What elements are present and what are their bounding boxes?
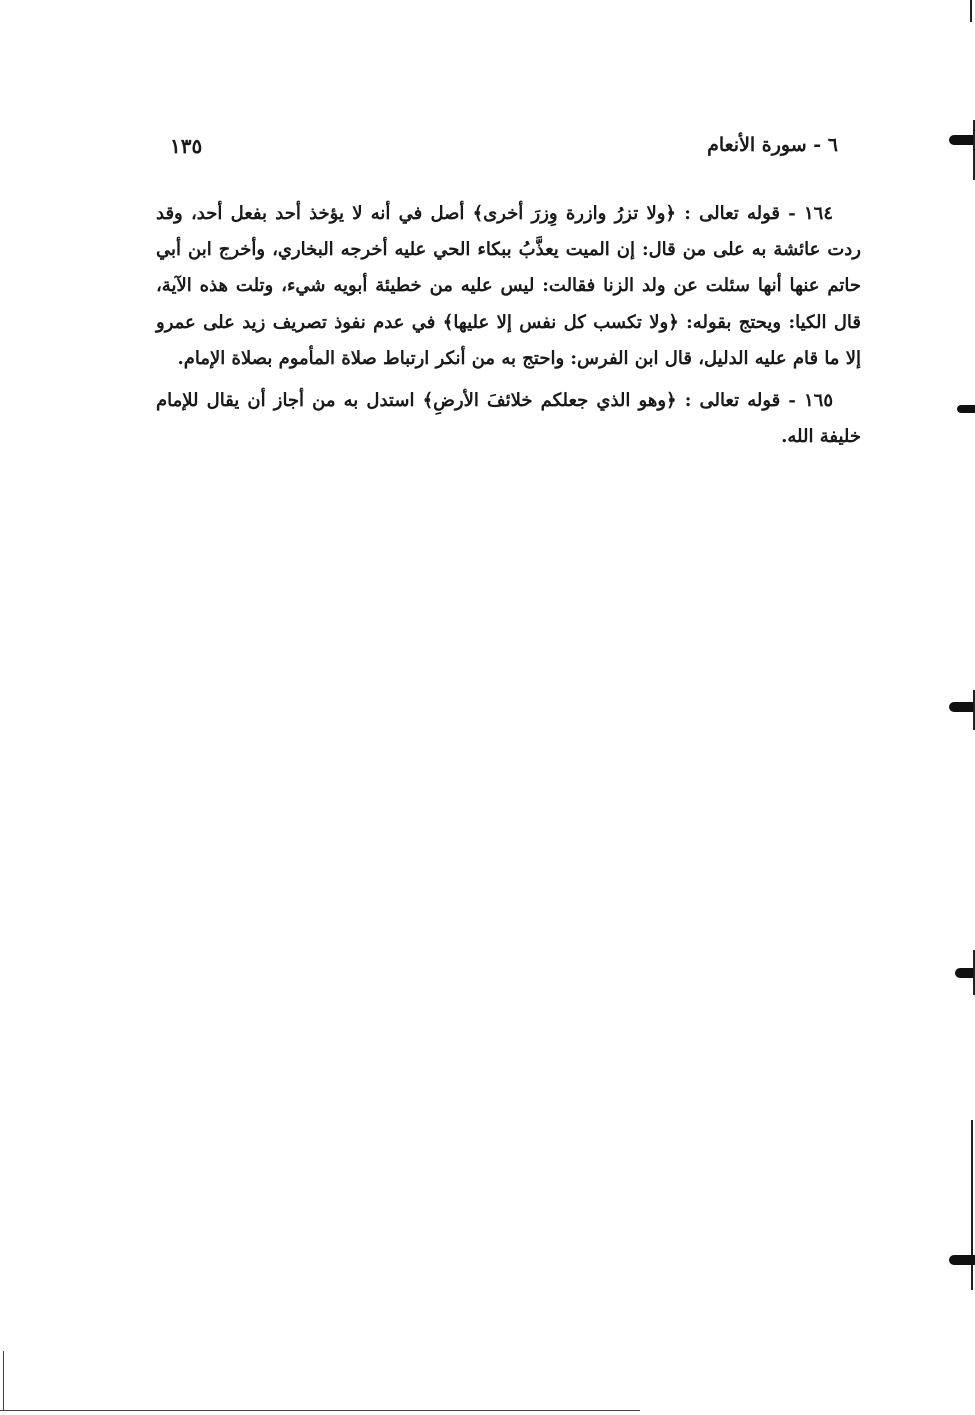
paragraph-165 — [156, 383, 861, 455]
quran-quote: ﴿ولا تزرُ وازرة وِزرَ أخرى﴾ — [472, 203, 676, 224]
scan-edge-mark — [949, 702, 975, 712]
quran-quote: ﴿وهو الذي جعلكم خلائفَ الأرضِ﴾ — [422, 390, 677, 412]
chapter-title: ٦ - سورة الأنعام — [707, 134, 838, 156]
verse-reference: ١٦٥ - قوله تعالى : — [676, 390, 834, 412]
commentary-text: في عدم نفوذ تصريف زيد على عمرو إلا ما قام عليه الدليل، قال ابن الفرس: واحتج به من أنكر ارتباط صلاة المأموم بصلاة الإمام. — [156, 311, 861, 369]
page-number: ١٣٥ — [170, 134, 203, 158]
commentary-text: استدل به من أجاز أن يقال للإمام خليفة الله. — [156, 390, 861, 448]
body-text — [156, 196, 861, 461]
scan-edge-line — [970, 0, 972, 22]
page-header — [150, 134, 850, 174]
scan-edge-mark — [955, 968, 975, 978]
paragraph-164 — [156, 196, 861, 377]
scan-edge-mark — [949, 135, 975, 145]
commentary-text: أصل في أنه لا يؤخذ أحد بفعل أحد، وقد ردت عائشة به على من قال: إن الميت يعذَّبُ ببكاء الحي عليه أخرجه البخاري، وأخرج ابن أبي حاتم عنها أنها سئلت عن ولد الزنا فقالت: ليس عليه من خطيئة أبويه شيء، وتلت هذه الآية، قال الكيا: ويحتج بقوله: — [156, 203, 861, 333]
scan-edge-mark — [957, 405, 975, 413]
quran-quote: ﴿ولا تكسب كل نفس إلا عليها﴾ — [442, 311, 679, 333]
scan-corner-line — [3, 1351, 4, 1411]
verse-reference: ١٦٤ - قوله تعالى : — [675, 203, 833, 224]
scan-edge-mark — [949, 1255, 975, 1265]
scan-bottom-line — [0, 1410, 640, 1411]
